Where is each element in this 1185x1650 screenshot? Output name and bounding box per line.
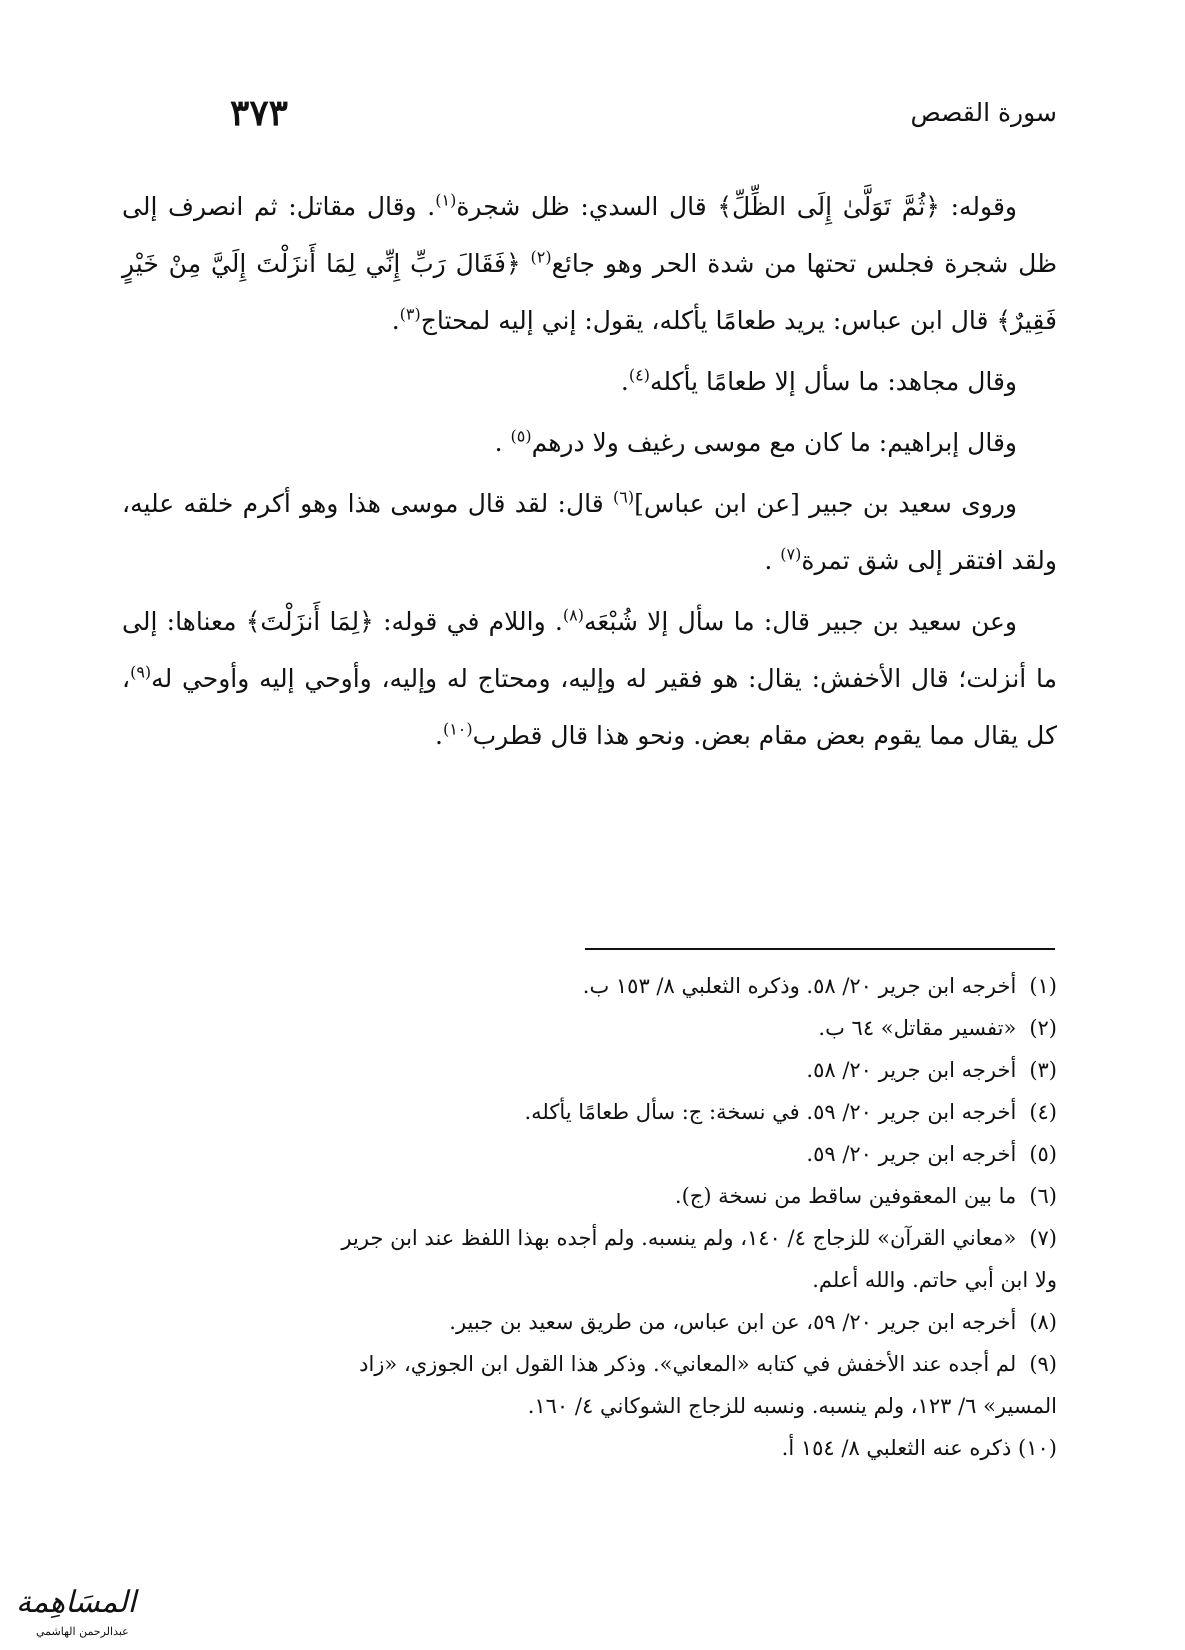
text-run: وقال مجاهد: ما سأل إلا طعامًا يأكله <box>649 367 1017 396</box>
publisher-logo <box>6 1585 171 1645</box>
footnote-continuation: المسير» ٦/ ١٢٣، ولم ينسبه. ونسبه للزجاج الشوكاني ٤/ ١٦٠. <box>527 1394 1057 1418</box>
quran-verse: ﴿ثُمَّ تَوَلَّىٰ إِلَى الظِّلِّ﴾ <box>717 192 940 221</box>
footnote-text: أخرجه ابن جرير ٢٠/ ٥٩. <box>806 1142 1017 1166</box>
paragraph-3 <box>122 414 1057 471</box>
footnote-text: لم أجده عند الأخفش في كتابه «المعاني». وذكر هذا القول ابن الجوزي، «زاد <box>359 1352 1017 1376</box>
text-run: . <box>764 546 781 575</box>
footnote-number: (٩) <box>1029 1352 1057 1376</box>
footnote-item <box>122 1427 1057 1469</box>
footnote-number: (٨) <box>1029 1310 1057 1334</box>
text-run: . وقال مقاتل: ثم انصرف إلى ظل شجرة فجلس تحتها من شدة الحر وهو جائع <box>122 192 1057 278</box>
footnote-separator <box>585 948 1055 950</box>
footnote-number: (٧) <box>1029 1226 1057 1250</box>
footnote-ref[interactable]: (١٠) <box>442 719 473 739</box>
footnote-text: أخرجه ابن جرير ٢٠/ ٥٩، عن ابن عباس، من طريق سعيد بن جبير. <box>449 1310 1017 1334</box>
footnote-item <box>122 965 1057 1007</box>
footnote-number: (٤) <box>1029 1100 1057 1124</box>
text-run: قال ابن عباس: يريد طعامًا يأكله، يقول: إني إليه لمحتاج <box>420 306 997 335</box>
footnote-item <box>122 1133 1057 1175</box>
paragraph-4 <box>122 475 1057 589</box>
footnote-text: أخرجه ابن جرير ٢٠/ ٥٨. <box>806 1058 1017 1082</box>
paragraph-1 <box>122 178 1057 349</box>
surah-title: سورة القصص <box>910 98 1057 127</box>
page-header <box>230 92 1057 152</box>
footnote-item <box>122 1343 1057 1385</box>
text-run: وعن سعيد بن جبير قال: ما سأل إلا شُبْعَه <box>583 607 1017 636</box>
text-run: وقال إبراهيم: ما كان مع موسى رغيف ولا درهم <box>531 428 1017 457</box>
text-run: . واللام في قوله: <box>373 607 563 636</box>
footnote-text: أخرجه ابن جرير ٢٠/ ٥٨. وذكره الثعلبي ٨/ ١٥٣ ب. <box>582 974 1017 998</box>
footnote-ref[interactable]: (٤) <box>628 365 650 385</box>
text-run: . <box>620 367 629 396</box>
text-run <box>521 249 531 278</box>
text-run: . <box>494 428 511 457</box>
logo-text: المسَاهِمة <box>16 1585 136 1620</box>
footnote-item <box>122 1007 1057 1049</box>
footnote-number: (٣) <box>1029 1058 1057 1082</box>
footnote-text: «معاني القرآن» للزجاج ٤/ ١٤٠، ولم ينسبه. ولم أجده بهذا اللفظ عند ابن جرير <box>341 1226 1017 1250</box>
footnote-ref[interactable]: (٨) <box>562 605 584 625</box>
text-run: قال: لقد قال موسى هذا وهو أكرم خلقه عليه، ولقد افتقر إلى شق تمرة <box>122 489 1057 575</box>
text-run: . <box>434 721 443 750</box>
footnote-ref[interactable]: (٥) <box>510 426 532 446</box>
footnote-ref[interactable]: (٧) <box>780 544 802 564</box>
footnotes-section <box>122 965 1057 1469</box>
main-text <box>122 178 1057 768</box>
text-run: . <box>391 306 400 335</box>
footnote-number: (٦) <box>1029 1184 1057 1208</box>
quran-verse: ﴿لِمَا أَنزَلْتَ﴾ <box>245 607 374 636</box>
text-run: وروى سعيد بن جبير [عن ابن عباس] <box>634 489 1018 518</box>
footnote-text: أخرجه ابن جرير ٢٠/ ٥٩. في نسخة: ج: سأل طعامًا يأكله. <box>524 1100 1017 1124</box>
footnote-ref[interactable]: (٦) <box>613 487 635 507</box>
footnote-item <box>122 1217 1057 1259</box>
text-run: ، كل يقال مما يقوم بعض مقام بعض. ونحو هذا قال قطرب <box>122 664 1057 750</box>
text-run: معناها: إلى ما أنزلت؛ قال الأخفش: يقال: هو فقير له وإليه، ومحتاج له وإليه، وأوحي إليه وأوحي له <box>122 607 1057 693</box>
footnote-ref[interactable]: (٣) <box>399 304 421 324</box>
paragraph-5 <box>122 593 1057 764</box>
footnote-number: (١) <box>1029 974 1057 998</box>
footnote-text: «تفسير مقاتل» ٦٤ ب. <box>818 1016 1017 1040</box>
page-number: ٣٧٣ <box>230 92 289 134</box>
logo-subtext: عبدالرحمن الهاشمي <box>36 1625 129 1638</box>
footnote-text: ما بين المعقوفين ساقط من نسخة (ج). <box>674 1184 1017 1208</box>
footnote-ref[interactable]: (١) <box>435 190 457 210</box>
footnote-ref[interactable]: (٩) <box>130 662 152 682</box>
footnote-number: (٢) <box>1029 1016 1057 1040</box>
paragraph-2 <box>122 353 1057 410</box>
footnote-number: (٥) <box>1029 1142 1057 1166</box>
footnote-continuation: ولا ابن أبي حاتم. والله أعلم. <box>812 1268 1057 1292</box>
footnote-ref[interactable]: (٢) <box>530 247 552 267</box>
quran-verse: ﴿فَقَالَ رَبِّ إِنِّي لِمَا أَنزَلْتَ إِلَيَّ مِنْ خَيْرٍ فَقِيرٌ﴾ <box>122 249 1057 335</box>
footnote-item <box>122 1049 1057 1091</box>
footnote-item <box>122 1175 1057 1217</box>
text-run: قال السدي: ظل شجرة <box>456 192 718 221</box>
footnote-item <box>122 1301 1057 1343</box>
footnote-number: (١٠) <box>1018 1436 1057 1460</box>
text-run: وقوله: <box>939 192 1017 221</box>
footnote-text: ذكره عنه الثعلبي ٨/ ١٥٤ أ. <box>781 1436 1012 1460</box>
footnote-item <box>122 1091 1057 1133</box>
